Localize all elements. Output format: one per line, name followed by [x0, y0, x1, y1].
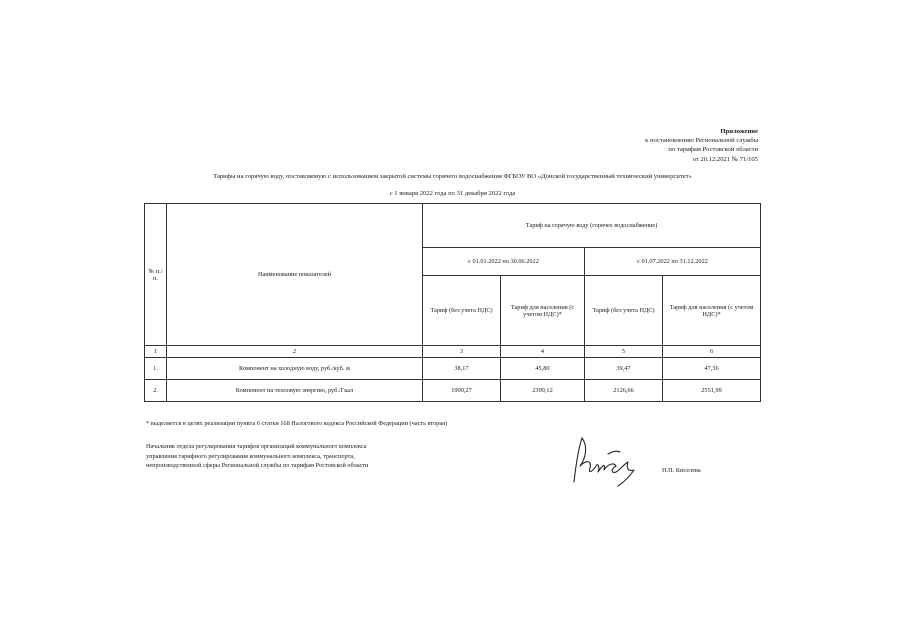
col-number: 4: [501, 346, 585, 358]
row-name: Компонент на тепловую энергию, руб./Гкал: [167, 380, 423, 402]
row-value: 1999,27: [423, 380, 501, 402]
row-number: 2.: [145, 380, 167, 402]
appendix-line: Приложение: [720, 128, 758, 135]
signer-position-line: непроизводственной сферы Региональной службы по тарифам Ростовской области: [146, 462, 369, 469]
row-value: 38,17: [423, 358, 501, 380]
document-period: с 1 января 2022 года по 31 декабря 2022 года: [389, 190, 516, 197]
tariff-table: [144, 203, 761, 402]
period-header-2: с 01.07.2022 по 31.12.2022: [585, 248, 761, 276]
col-number: 3: [423, 346, 501, 358]
table-row: [145, 380, 761, 402]
row-value: 39,47: [585, 358, 663, 380]
signer-position-line: Начальник отдела регулирования тарифов организаций коммунального комплекса: [146, 443, 367, 450]
col-number: 2: [167, 346, 423, 358]
table-row: [145, 358, 761, 380]
signer-position-line: управления тарифного регулирования коммунального комплекса, транспорта,: [146, 452, 355, 460]
col-number: 6: [663, 346, 761, 358]
row-name: Компонент на холодную воду, руб./куб. м: [167, 358, 423, 380]
col-header-name: Наименование показателей: [167, 204, 423, 346]
row-value: 47,36: [663, 358, 761, 380]
col-header-no: № п./п.: [145, 204, 167, 346]
sub-header: Тариф (без учета НДС): [423, 276, 501, 346]
signer-name: Н.П. Киселева: [662, 467, 701, 474]
signer-position: [146, 442, 368, 471]
sub-header: Тариф (без учета НДС): [585, 276, 663, 346]
document-title: Тарифы на горячую воду, поставляемую с использованием закрытой системы горячего водоснабжения ФГБОУ ВО «Донской государственный технический университет»: [213, 173, 692, 180]
group-header: Тариф на горячую воду (горячее водоснабжение): [423, 204, 761, 248]
row-value: 2551,99: [663, 380, 761, 402]
col-number: 5: [585, 346, 663, 358]
col-number: 1: [145, 346, 167, 358]
row-value: 45,80: [501, 358, 585, 380]
period-header-1: с 01.01.2022 по 30.06.2022: [423, 248, 585, 276]
handwritten-signature: [568, 432, 650, 490]
footnote: * выделяется в целях реализации пункта 6 статьи 168 Налогового кодекса Российской Федерации (часть вторая): [146, 420, 448, 427]
appendix-header: [645, 127, 758, 164]
appendix-line: от 20.12.2021 № 71/105: [692, 155, 758, 163]
sub-header: Тариф для населения (с учетом НДС)*: [663, 276, 761, 346]
appendix-line: по тарифам Ростовской области: [668, 146, 758, 154]
row-number: 1.: [145, 358, 167, 380]
sub-header: Тариф для населения (с учетом НДС)*: [501, 276, 585, 346]
row-value: 2399,12: [501, 380, 585, 402]
row-value: 2126,66: [585, 380, 663, 402]
appendix-line: к постановлению Региональной службы: [645, 137, 758, 145]
